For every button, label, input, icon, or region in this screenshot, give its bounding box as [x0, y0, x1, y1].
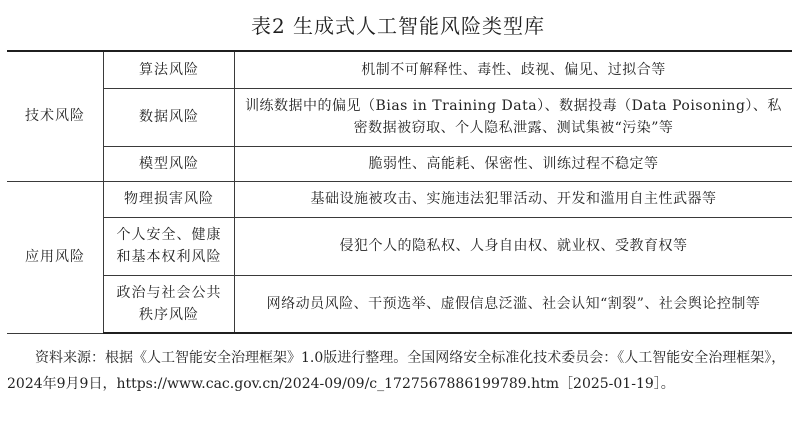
risk-type-table — [7, 50, 792, 334]
category-cell-application: 应用风险 — [7, 181, 104, 333]
risk-type-cell: 数据风险 — [104, 88, 235, 146]
table-row — [7, 51, 792, 88]
risk-description-cell: 机制不可解释性、毒性、歧视、偏见、过拟合等 — [235, 51, 793, 88]
table-row — [7, 181, 792, 217]
risk-type-cell: 物理损害风险 — [104, 181, 235, 217]
risk-description-cell: 网络动员风险、干预选举、虚假信息泛滥、社会认知“割裂”、社会舆论控制等 — [235, 275, 793, 333]
source-note: 资料来源：根据《人工智能安全治理框架》1.0版进行整理。全国网络安全标准化技术委员会：《人工智能安全治理框架》，2024年9月9日，https://www.cac.gov.cn/2024-09/09/c_1727567886199789.htm［2025-01-19］。 — [7, 350, 786, 392]
risk-type-cell: 模型风险 — [104, 146, 235, 181]
category-cell-technical: 技术风险 — [7, 51, 104, 181]
risk-description-cell: 侵犯个人的隐私权、人身自由权、就业权、受教育权等 — [235, 217, 793, 275]
risk-description-cell: 基础设施被攻击、实施违法犯罪活动、开发和滥用自主性武器等 — [235, 181, 793, 217]
table-row — [7, 275, 792, 333]
table-row — [7, 88, 792, 146]
table-row — [7, 146, 792, 181]
table-row — [7, 217, 792, 275]
risk-type-cell: 算法风险 — [104, 51, 235, 88]
risk-type-cell: 政治与社会公共秩序风险 — [104, 275, 235, 333]
risk-type-cell: 个人安全、健康和基本权利风险 — [104, 217, 235, 275]
risk-description-cell: 训练数据中的偏见（Bias in Training Data）、数据投毒（Data Poisoning）、私密数据被窃取、个人隐私泄露、测试集被“污染”等 — [235, 88, 793, 146]
risk-description-cell: 脆弱性、高能耗、保密性、训练过程不稳定等 — [235, 146, 793, 181]
table-title: 表2 生成式人工智能风险类型库 — [250, 14, 546, 38]
